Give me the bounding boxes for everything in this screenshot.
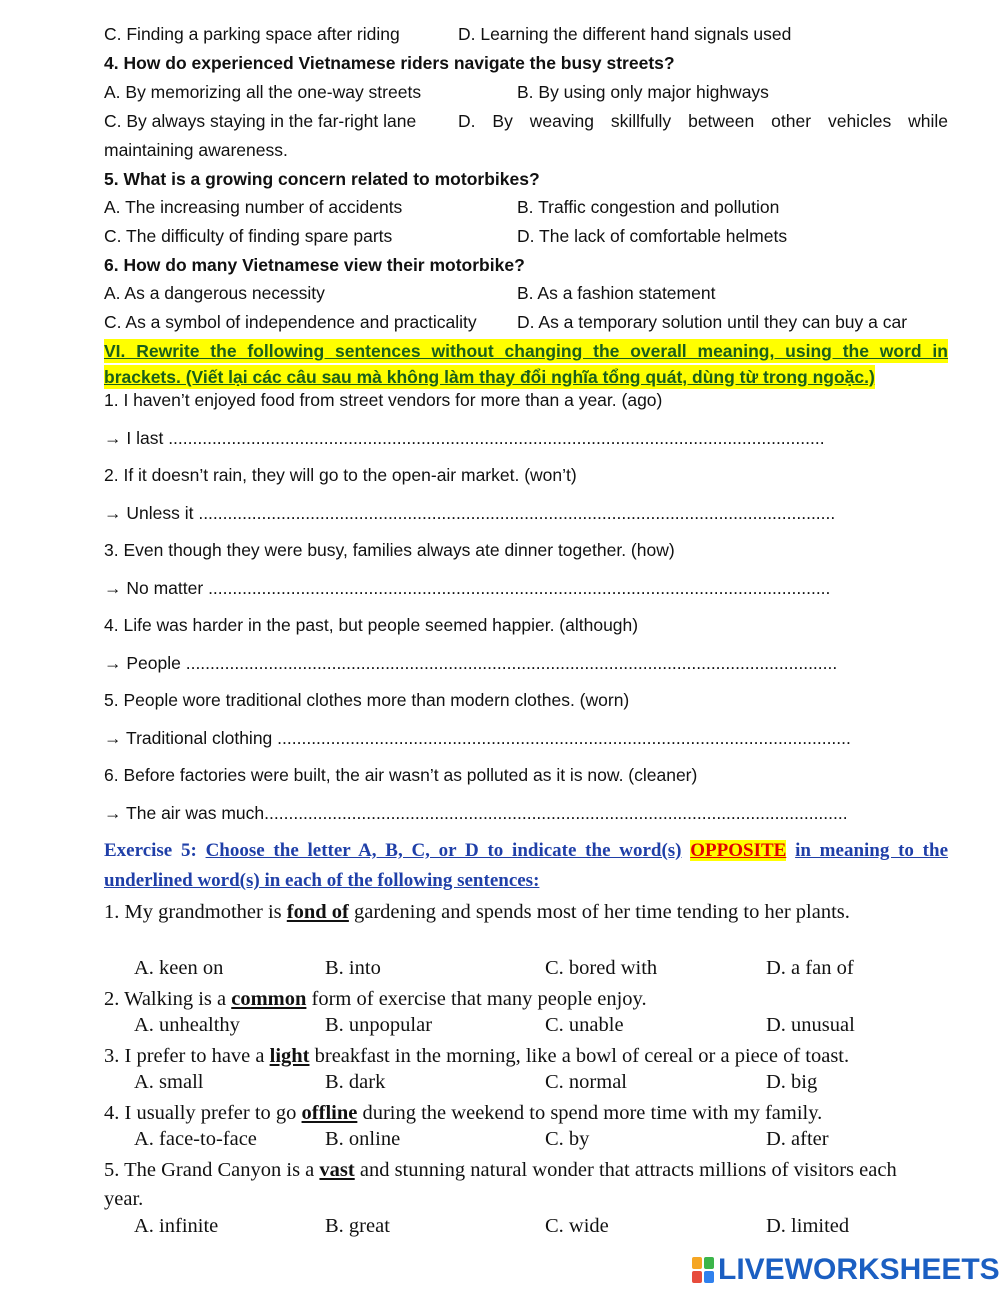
ex5-q4-option-c[interactable]: C. by bbox=[545, 1128, 590, 1150]
rewrite-sentence-6: 6. Before factories were built, the air wasn’t as polluted as it is now. (cleaner) bbox=[104, 765, 698, 785]
ex5-q3-option-b[interactable]: B. dark bbox=[325, 1071, 386, 1093]
answer-blank[interactable]: ................................................................................................................................... bbox=[198, 503, 836, 523]
ex5-q4-option-a[interactable]: A. face-to-face bbox=[134, 1128, 257, 1150]
ex5-q3-option-c[interactable]: C. normal bbox=[545, 1071, 627, 1093]
rewrite-answer-6[interactable] bbox=[104, 803, 848, 824]
q5-option-d: D. The lack of comfortable helmets bbox=[517, 226, 788, 246]
ex5-q3-option-a[interactable]: A. small bbox=[134, 1071, 204, 1093]
q5-question: 5. What is a growing concern related to motorbikes? bbox=[104, 169, 540, 189]
rewrite-answer-1[interactable] bbox=[104, 428, 825, 449]
q6-option-c: C. As a symbol of independence and practicality bbox=[104, 312, 477, 332]
question-text: 2. Walking is a bbox=[104, 988, 232, 1010]
question-text: form of exercise that many people enjoy. bbox=[306, 988, 647, 1010]
answer-prompt: → No matter bbox=[104, 578, 209, 598]
q4-question: 4. How do experienced Vietnamese riders navigate the busy streets? bbox=[104, 53, 675, 73]
q5-option-c: C. The difficulty of finding spare parts bbox=[104, 226, 393, 246]
q4-option-d: D. By weaving skillfully between other vehicles while bbox=[458, 111, 948, 131]
rewrite-answer-4[interactable] bbox=[104, 653, 837, 674]
rewrite-sentence-4: 4. Life was harder in the past, but people seemed happier. (although) bbox=[104, 615, 639, 635]
ex5-q2-option-d[interactable]: D. unusual bbox=[766, 1014, 855, 1036]
rewrite-sentence-2: 2. If it doesn’t rain, they will go to the open-air market. (won’t) bbox=[104, 465, 577, 485]
question-text: 1. My grandmother is bbox=[104, 901, 287, 923]
ex5-question-4 bbox=[104, 1099, 954, 1128]
q5-option-b: B. Traffic congestion and pollution bbox=[517, 197, 780, 217]
q3-option-d: D. Learning the different hand signals used bbox=[458, 24, 792, 44]
answer-prompt: → Traditional clothing bbox=[104, 728, 278, 748]
rewrite-answer-3[interactable] bbox=[104, 578, 830, 599]
answer-prompt: → Unless it bbox=[104, 503, 199, 523]
ex5-q1-option-b[interactable]: B. into bbox=[325, 957, 381, 979]
answer-blank[interactable]: ........................................................................................................................ bbox=[264, 803, 848, 823]
underlined-word: vast bbox=[319, 1159, 355, 1181]
question-text: and stunning natural wonder that attracts millions of visitors each year. bbox=[104, 1159, 897, 1210]
question-text: during the weekend to spend more time with my family. bbox=[357, 1102, 823, 1124]
exercise5-instruction-a: Choose the letter A, B, C, or D to indicate the word(s) bbox=[205, 840, 682, 861]
rewrite-sentence-1: 1. I haven’t enjoyed food from street vendors for more than a year. (ago) bbox=[104, 390, 663, 410]
q6-option-a: A. As a dangerous necessity bbox=[104, 283, 325, 303]
answer-blank[interactable]: ...................................................................................................................... bbox=[277, 728, 851, 748]
ex5-q4-option-b[interactable]: B. online bbox=[325, 1128, 401, 1150]
underlined-word: light bbox=[269, 1045, 310, 1067]
section-vi-heading: VI. Rewrite the following sentences without changing the overall meaning, using the word in bbox=[104, 341, 948, 361]
ex5-q2-option-a[interactable]: A. unhealthy bbox=[134, 1014, 240, 1036]
section-vi-heading-translation: brackets. (Viết lại các câu sau mà không làm thay đổi nghĩa tổng quát, dùng từ trong ngoặc.) bbox=[104, 367, 875, 387]
q4-option-b: B. By using only major highways bbox=[517, 82, 769, 102]
ex5-question-3 bbox=[104, 1042, 954, 1071]
q4-option-a: A. By memorizing all the one-way streets bbox=[104, 82, 422, 102]
q6-question: 6. How do many Vietnamese view their motorbike? bbox=[104, 255, 525, 275]
q4-option-c: C. By always staying in the far-right lane bbox=[104, 111, 417, 131]
question-text: gardening and spends most of her time tending to her plants. bbox=[348, 901, 850, 923]
exercise5-instruction bbox=[104, 836, 948, 896]
answer-prompt: → I last bbox=[104, 428, 169, 448]
ex5-question-5 bbox=[104, 1156, 924, 1214]
q3-option-c: C. Finding a parking space after riding bbox=[104, 24, 400, 44]
question-text: 5. The Grand Canyon is a bbox=[104, 1159, 320, 1181]
underlined-word: fond of bbox=[286, 901, 349, 923]
ex5-q1-option-d[interactable]: D. a fan of bbox=[766, 957, 854, 979]
logo-text: LIVEWORKSHEETS bbox=[718, 1253, 1000, 1286]
answer-blank[interactable]: ...................................................................................................................................... bbox=[185, 653, 838, 673]
exercise5-instruction-b: in meaning to the bbox=[795, 840, 948, 861]
question-text: breakfast in the morning, like a bowl of cereal or a piece of toast. bbox=[309, 1045, 850, 1067]
answer-prompt: → The air was much bbox=[104, 803, 265, 823]
ex5-q4-option-d[interactable]: D. after bbox=[766, 1128, 829, 1150]
ex5-q2-option-b[interactable]: B. unpopular bbox=[325, 1014, 433, 1036]
q4-option-d-cont: maintaining awareness. bbox=[104, 140, 288, 160]
logo-square bbox=[704, 1271, 714, 1283]
answer-blank[interactable]: ................................................................................................................................ bbox=[208, 578, 831, 598]
ex5-q3-option-d[interactable]: D. big bbox=[766, 1071, 818, 1093]
q6-option-b: B. As a fashion statement bbox=[517, 283, 716, 303]
ex5-q5-option-d[interactable]: D. limited bbox=[766, 1215, 850, 1237]
ex5-q1-option-c[interactable]: C. bored with bbox=[545, 957, 658, 979]
question-text: 4. I usually prefer to go bbox=[104, 1102, 302, 1124]
liveworksheets-logo[interactable] bbox=[692, 1254, 1000, 1286]
q5-option-a: A. The increasing number of accidents bbox=[104, 197, 403, 217]
ex5-q5-option-b[interactable]: B. great bbox=[325, 1215, 390, 1237]
ex5-q2-option-c[interactable]: C. unable bbox=[545, 1014, 624, 1036]
logo-square bbox=[692, 1257, 702, 1269]
q6-option-d: D. As a temporary solution until they can buy a car bbox=[517, 312, 908, 332]
rewrite-answer-2[interactable] bbox=[104, 503, 835, 524]
underlined-word: common bbox=[231, 988, 307, 1010]
ex5-q5-option-a[interactable]: A. infinite bbox=[134, 1215, 219, 1237]
ex5-q1-option-a[interactable]: A. keen on bbox=[134, 957, 224, 979]
exercise5-opposite: OPPOSITE bbox=[690, 840, 787, 861]
rewrite-answer-5[interactable] bbox=[104, 728, 851, 749]
rewrite-sentence-5: 5. People wore traditional clothes more than modern clothes. (worn) bbox=[104, 690, 630, 710]
question-text: 3. I prefer to have a bbox=[104, 1045, 270, 1067]
ex5-question-2 bbox=[104, 985, 954, 1014]
logo-square bbox=[692, 1271, 702, 1283]
answer-prompt: → People bbox=[104, 653, 186, 673]
liveworksheets-logo-icon bbox=[692, 1257, 714, 1283]
logo-square bbox=[704, 1257, 714, 1269]
rewrite-sentence-3: 3. Even though they were busy, families always ate dinner together. (how) bbox=[104, 540, 675, 560]
exercise5-label: Exercise 5: bbox=[104, 840, 197, 861]
ex5-q5-option-c[interactable]: C. wide bbox=[545, 1215, 609, 1237]
ex5-question-1 bbox=[104, 898, 954, 927]
answer-blank[interactable]: ....................................................................................................................................... bbox=[168, 428, 825, 448]
underlined-word: offline bbox=[301, 1102, 358, 1124]
exercise5-instruction-c: underlined word(s) in each of the following sentences: bbox=[104, 870, 540, 891]
